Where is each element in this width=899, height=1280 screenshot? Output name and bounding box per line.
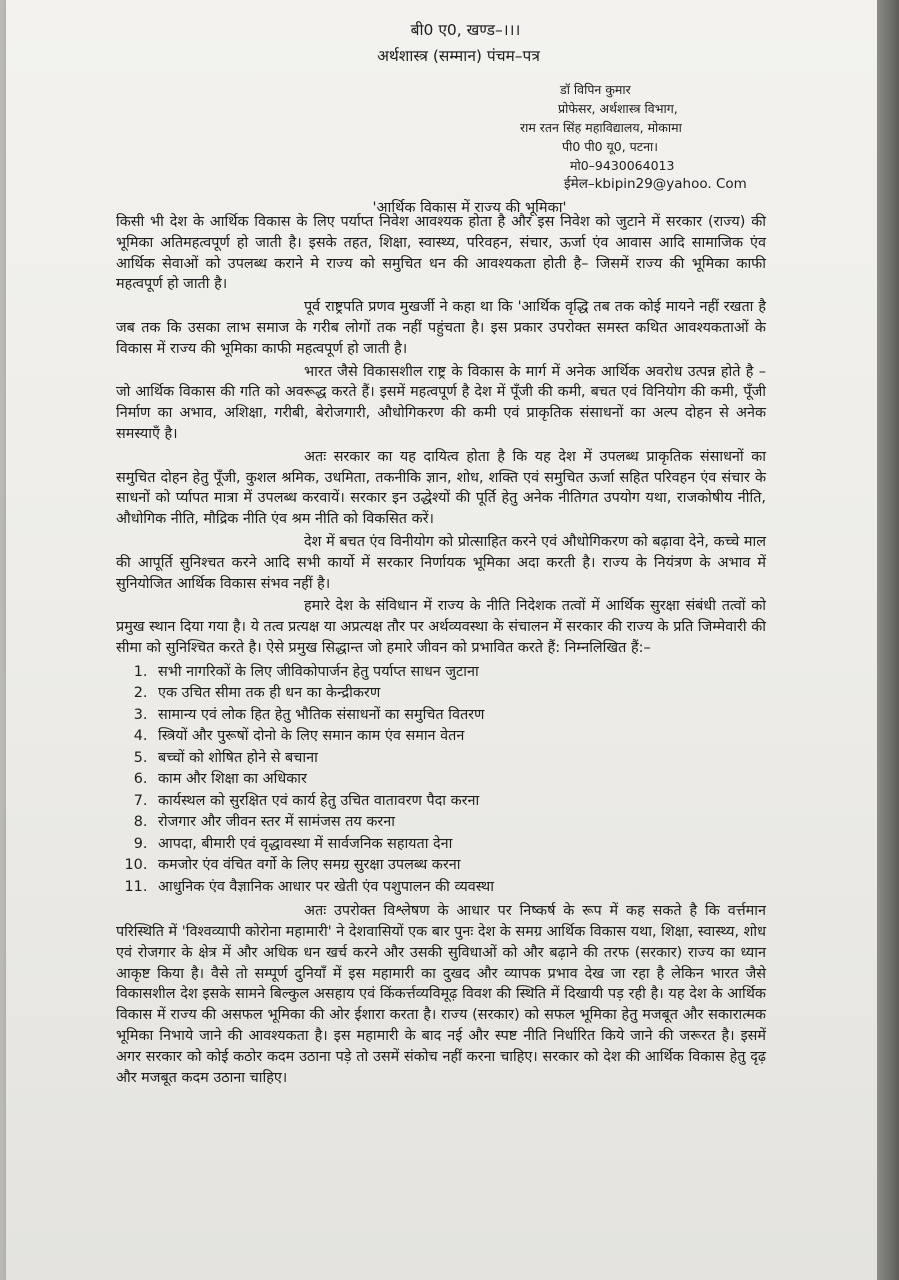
author-name: डॉ विपिन कुमार bbox=[560, 82, 631, 97]
list-item: 3. सामान्य एवं लोक हित हेतु भौतिक संसाधनों का समुचित वितरण bbox=[152, 705, 766, 727]
list-item: 2. एक उचित सीमा तक ही धन का केन्द्रीकरण bbox=[152, 683, 766, 705]
list-item: 6. काम और शिक्षा का अधिकार bbox=[152, 769, 766, 791]
list-item: 9. आपदा, बीमारी एवं वृद्धावस्था में सार्वजनिक सहायता देना bbox=[152, 834, 766, 856]
article-body bbox=[116, 212, 766, 1090]
paragraph: अतः सरकार का यह दायित्व होता है कि यह देश में उपलब्ध प्राकृतिक संसाधनों का समुचित दोहन हेतु पूँजी, कुशल श्रमिक, उधमिता, तकनीकि ज्ञान, शोध, शक्ति एवं समुचित ऊर्जा सहित परिवहन एंव संचार के साधनों को र्प्यापत मात्रा में उपलब्ध करवायें। सरकार इन उद्धेश्यों की पूर्ति हेतु अनेक नीतिगत उपयोग यथा, राजकोषीय नीति, औधोगिक नीति, मौद्रिक नीति एंव श्रम नीति को विकसित करें। bbox=[116, 448, 766, 528]
author-university: पी0 पी0 यू0, पटना। bbox=[562, 139, 658, 154]
author-mobile: मो0–9430064013 bbox=[570, 158, 675, 173]
paragraph: हमारे देश के संविधान में राज्य के नीति निदेशक तत्वों में आर्थिक सुरक्षा संबंधी तत्वों को प्रमुख स्थान दिया गया है। ये तत्व प्रत्यक्ष या अप्रत्यक्ष तौर पर अर्थव्यवस्था के संचालन में सरकार की राज्य के प्रति जिम्मेवारी की सीमा को सुनिश्चित करते है। ऐसे प्रमुख सिद्धान्त जो हमारे जीवन को प्रभावित करते हैं: निम्नलिखित हैं:– bbox=[116, 598, 766, 656]
article-title: 'आर्थिक विकास में राज्य की भूमिका' bbox=[372, 200, 567, 216]
paragraph: किसी भी देश के आर्थिक विकास के लिए पर्याप्त निवेश आवश्यक होता है और इस निवेश को जुटाने में सरकार (राज्य) की भूमिका अतिमहत्वपूर्ण हो जाती है। इसके तहत, शिक्षा, स्वास्थ्य, परिवहन, संचार, ऊर्जा एंव आवास आदि सामाजिक एंव आर्थिक सेवाओं को उपलब्ध कराने मे राज्य को समुचित धन की आवश्यकता होती है– जिसमें राज्य की भूमिका काफी महत्वपूर्ण हो जाती है। bbox=[116, 214, 766, 293]
conclusion-paragraph: अतः उपरोक्त विश्लेषण के आधार पर निष्कर्ष के रूप में कह सकते है कि वर्त्तमान परिस्थिति में 'विश्वव्यापी कोरोना महामारी' ने देशवासियों एक बार पुनः देश के समग्र आर्थिक विकास यथा, शिक्षा, स्वास्थ्य, शोध एवं रोजगार के क्षेत्र में और अधिक धन खर्च करने और उसकी सुविधाओं को और बढ़ाने की तरफ (सरकार) राज्य का ध्यान आकृष्ट किया है। वैसे तो सम्पूर्ण दुनियाँ में इस महामारी का दुखद और व्यापक प्रभाव देख जा रहा है लेकिन भारत जैसे विकासशील देश इसके सामने बिल्कुल असहाय एवं किंकर्त्तव्यविमूढ़ विवश की स्थिति में दिखायी पड़ रही है। यह देश के आर्थिक विकास में राज्य की असफल भूमिका की ओर ईशारा करता है। राज्य (सरकार) को सफल भूमिका हेतु मजबूत और सकारात्मक भूमिका निभाये जाने की आवश्यकता है। इस महामारी के बाद नई और स्पष्ट नीति निर्धारित किये जाने की जरूरत है। इसमें अगर सरकार को कोई कठोर कदम उठाना पड़े तो उसमें संकोच नहीं करना चाहिए। सरकार को देश की आर्थिक विकास हेतु दृढ़ और मजबूत कदम उठाना चाहिए। bbox=[116, 903, 766, 1086]
list-item: 8. रोजगार और जीवन स्तर में सामंजस तय करना bbox=[152, 812, 766, 834]
author-designation: प्रोफेसर, अर्थशास्त्र विभाग, bbox=[558, 101, 678, 116]
list-item: 1. सभी नागरिकों के लिए जीविकोपार्जन हेतु पर्याप्त साधन जुटाना bbox=[152, 662, 766, 684]
course-heading: बी0 ए0, खण्ड–।।। bbox=[410, 21, 521, 39]
page-edge-shadow bbox=[877, 0, 899, 1280]
list-item: 5. बच्चों को शोषित होने से बचाना bbox=[152, 748, 766, 770]
list-item: 11. आधुनिक एंव वैज्ञानिक आधार पर खेती एंव पशुपालन की व्यवस्था bbox=[152, 877, 766, 899]
list-item: 4. स्त्रियों और पुरूषों दोनो के लिए समान काम एंव समान वेतन bbox=[152, 726, 766, 748]
list-item: 7. कार्यस्थल को सुरक्षित एवं कार्य हेतु उचित वातावरण पैदा करना bbox=[152, 791, 766, 813]
paper-heading: अर्थशास्त्र (सम्मान) पंचम–पत्र bbox=[377, 47, 540, 65]
list-item: 10. कमजोर एंव वंचित वर्गो के लिए समग्र सुरक्षा उपलब्ध करना bbox=[152, 855, 766, 877]
paragraph: भारत जैसे विकासशील राष्ट्र के विकास के मार्ग में अनेक आर्थिक अवरोध उत्पन्न होते है –जो आर्थिक विकास की गति को अवरूद्ध करते हैं। इसमें महत्वपूर्ण है देश में पूँजी की कमी, बचत एवं विनियोग की कमी, पूँजी निर्माण का अभाव, अशिक्षा, गरीबी, बेरोजगारी, औधोगिकरण की कमी एवं प्राकृतिक संसाधनों का अल्प दोहन से अनेक समस्याएँ है। bbox=[116, 363, 766, 442]
author-block bbox=[520, 80, 747, 194]
paragraph: पूर्व राष्ट्रपति प्रणव मुखर्जी ने कहा था कि 'आर्थिक वृद्धि तब तक कोई मायने नहीं रखता है जब तक कि उसका लाभ समाज के गरीब लोगों तक नहीं पहुंचता है। इस प्रकार उपरोक्त समस्त कथित आवश्यकताओं के विकास में राज्य की भूमिका काफी महत्वपूर्ण हो जाती है। bbox=[116, 299, 766, 357]
author-college: राम रतन सिंह महाविद्यालय, मोकामा bbox=[520, 120, 682, 135]
author-email: ईमेल–kbipin29@yahoo. Com bbox=[564, 176, 747, 192]
paragraph: देश में बचत एंव विनीयोग को प्रोत्साहित करने एवं औधोगिकरण को बढ़ावा देने, कच्चे माल की आपूर्ति सुनिश्चत करने आदि सभी कार्यो में सरकार निर्णायक भूमिका अदा करती है। राज्य के नियंत्रण के अभाव में सुनियोजित आर्थिक विकास संभव नहीं है। bbox=[116, 533, 766, 592]
principles-list bbox=[116, 662, 766, 899]
